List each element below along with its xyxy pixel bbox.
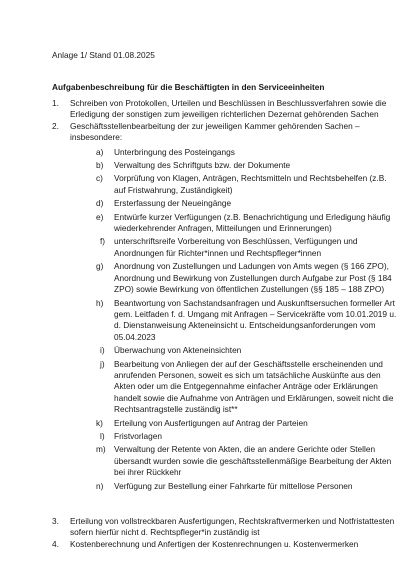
sub-item-text: Überwachung von Akteneinsichten xyxy=(114,345,242,356)
sub-item-text: Beantwortung von Sachstandsanfragen und Auskunftsersuchen formeller Art gem. Leitfaden f. d. Umgang mit Anfragen – Servicekräfte vom 10.01.2019 u. d. Dienstanweisung Akteneinsicht u. Entscheidungsanforderungen vom 05.04.2023 xyxy=(114,297,397,342)
list-item-text: Schreiben von Protokollen, Urteilen und Beschlüssen in Beschlussverfahren sowie die Erledigung der sonstigen zum jeweiligen richterlichen Dezernat gehörenden Sachen xyxy=(70,98,387,120)
sub-list-item xyxy=(96,444,398,478)
document-title: Aufgabenbeschreibung für die Beschäftigten in den Serviceeinheiten xyxy=(52,82,325,92)
sub-item-letter: c) xyxy=(96,173,103,184)
sub-list-item xyxy=(96,146,398,158)
sub-item-text: Bearbeitung von Anliegen der auf der Geschäftsstelle erscheinenden und anrufenden Personen, soweit es sich um tatsächliche Auskünfte aus den Akten oder um die Entgegennahme einfacher Anträge oder Erklärungen handelt sowie die Aufnahme von Anträgen und Erklärungen, soweit nicht die Rechtsantragstelle zuständig ist** xyxy=(114,358,394,415)
sub-list-item xyxy=(100,236,398,259)
sub-item-letter: i) xyxy=(100,345,105,356)
sub-item-text: Entwürfe kurzer Verfügungen (z.B. Benachrichtigung und Erledigung häufig wiederkehrender Anfragen, Mitteilungen und Erinnerungen) xyxy=(114,211,391,234)
sub-item-letter: m) xyxy=(96,444,106,455)
sub-item-text: Verfügung zur Bestellung einer Fahrkarte für mittellose Personen xyxy=(114,480,353,491)
document-header: Anlage 1/ Stand 01.08.2025 xyxy=(52,50,155,60)
sub-item-text: Ersterfassung der Neueingänge xyxy=(114,198,232,209)
list-item-text: Geschäftsstellenbearbeitung der zur jeweiligen Kammer gehörenden Sachen – insbesondere: xyxy=(70,120,360,143)
sub-list-item xyxy=(96,261,398,295)
list-item-number: 3. xyxy=(52,516,59,526)
sub-list-item xyxy=(96,211,398,235)
list-item-number: 2. xyxy=(52,120,59,131)
list-item-text: Erteilung von vollstreckbaren Ausfertigungen, Rechtskraftvermerken und Notfristattesten sofern hierfür nicht d. Rechtspfleger*in zuständig ist xyxy=(70,516,395,538)
list-item-number: 1. xyxy=(52,98,59,108)
sub-item-letter: e) xyxy=(96,211,104,222)
list-item-number: 4. xyxy=(52,538,59,549)
sub-list-item xyxy=(96,198,398,209)
sub-list xyxy=(52,147,398,492)
spacer xyxy=(52,494,398,516)
sub-list-item xyxy=(96,480,398,492)
sub-list-item xyxy=(100,359,398,416)
sub-item-letter: g) xyxy=(96,261,104,272)
sub-list-item xyxy=(96,297,398,344)
sub-item-text: Fristvorlagen xyxy=(114,430,162,441)
sub-item-letter: j) xyxy=(100,358,105,369)
sub-item-letter: n) xyxy=(96,480,104,491)
list-item-text: Kostenberechnung und Anfertigen der Kostenrechnungen u. Kostenvermerken xyxy=(70,538,359,549)
sub-item-text: Verwaltung des Schriftguts bzw. der Dokumente xyxy=(114,160,291,171)
sub-item-letter: d) xyxy=(96,198,104,209)
list-item xyxy=(52,98,398,121)
sub-list-item xyxy=(96,417,398,429)
sub-item-letter: f) xyxy=(100,236,106,247)
sub-list-item xyxy=(100,431,398,442)
sub-item-text: unterschriftsreife Vorbereitung von Beschlüssen, Verfügungen und Anordnungen für Richter*innen und Rechtspfleger*innen xyxy=(114,236,358,258)
sub-item-letter: a) xyxy=(96,146,104,157)
sub-item-text: Verwaltung der Retente von Akten, die an andere Gerichte oder Stellen übersandt wurden sowie die geschäftsstellenmäßige Bearbeitung der Akten bei ihrer Rückkehr xyxy=(114,444,392,478)
sub-list-item xyxy=(96,160,398,171)
sub-item-text: Anordnung von Zustellungen und Ladungen von Amts wegen (§ 166 ZPO), Anordnung und Bewirkung von Zustellungen durch Aufgabe zur Post (§ 184 ZPO) sowie Bewirkung von öffentlichen Zustellungen (§§ 185 – 188 ZPO) xyxy=(114,261,392,295)
sub-list-item xyxy=(100,345,398,356)
sub-item-letter: b) xyxy=(96,160,104,171)
list-item xyxy=(52,516,398,539)
list-item xyxy=(52,539,398,550)
sub-item-letter: l) xyxy=(100,430,105,441)
sub-item-text: Unterbringung des Posteingangs xyxy=(114,146,235,157)
task-list xyxy=(52,98,398,550)
sub-item-letter: h) xyxy=(96,297,104,308)
sub-item-text: Vorprüfung von Klagen, Anträgen, Rechtsmitteln und Rechtsbehelfen (z.B. auf Fristwahrung, Zuständigkeit) xyxy=(114,173,387,195)
sub-list-item xyxy=(96,173,398,196)
sub-item-letter: k) xyxy=(96,417,103,428)
sub-item-text: Erteilung von Ausfertigungen auf Antrag der Parteien xyxy=(114,417,308,428)
list-item xyxy=(52,121,398,144)
